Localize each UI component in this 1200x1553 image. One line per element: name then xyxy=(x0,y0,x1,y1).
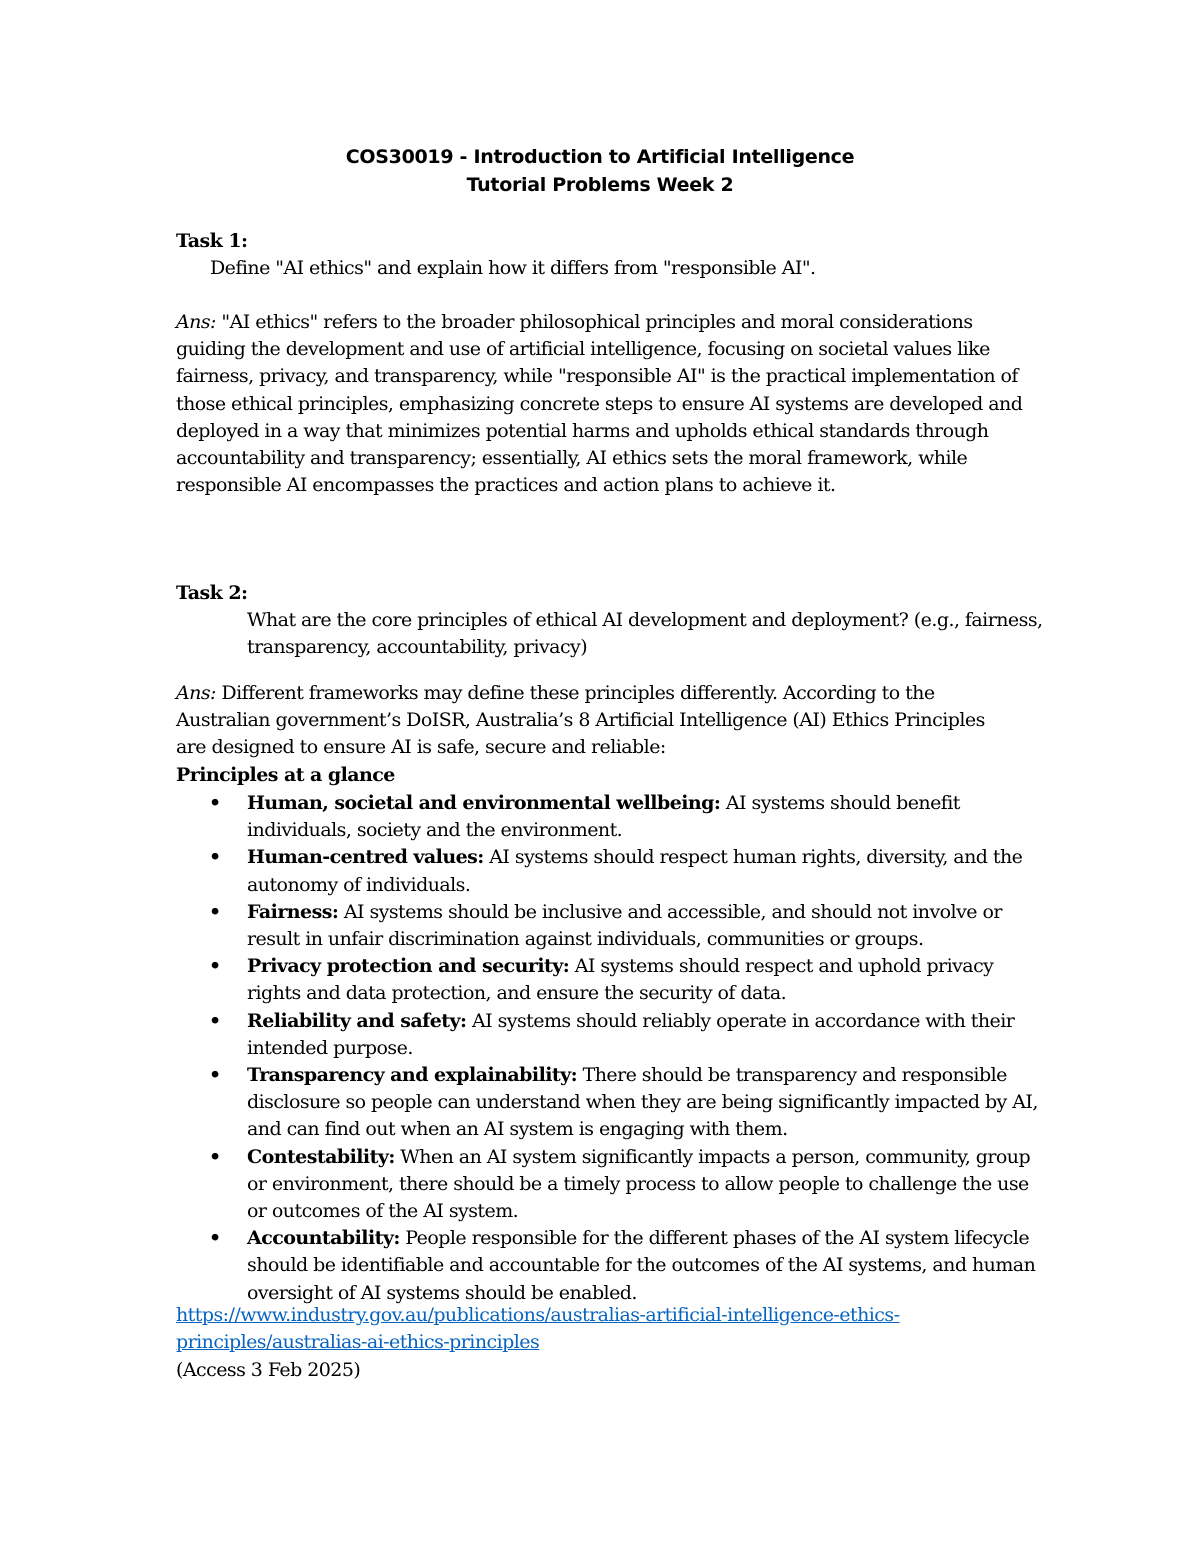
task2-answer-label: Ans: xyxy=(176,682,216,704)
principle-term: Human, societal and environmental wellbeing: xyxy=(247,792,721,814)
principle-term: Transparency and explainability: xyxy=(247,1064,578,1087)
task1-answer xyxy=(176,309,1046,499)
principle-term: Human-centred values: xyxy=(247,846,484,869)
principle-term: Accountability: xyxy=(247,1227,400,1250)
list-item xyxy=(176,844,1046,898)
bullet-icon: • xyxy=(209,1009,221,1032)
list-item xyxy=(176,953,1046,1007)
principles-heading: Principles at a glance xyxy=(176,764,395,786)
task2-answer xyxy=(176,680,1006,762)
principle-text: AI systems should respect human rights, diversity, and the autonomy of individuals. xyxy=(247,846,1023,896)
bullet-icon: • xyxy=(209,1227,221,1250)
principle-term: Privacy protection and security: xyxy=(247,955,570,978)
principle-text: When an AI system significantly impacts a person, community, group or environment, there should be a timely process to allow people to challenge the use or outcomes of the AI system. xyxy=(247,1145,1031,1223)
principle-text: AI systems should reliably operate in accordance with their intended purpose. xyxy=(247,1009,1015,1059)
bullet-icon: • xyxy=(209,1145,221,1168)
principle-term: Contestability: xyxy=(247,1145,395,1168)
list-item xyxy=(176,1225,1046,1307)
course-title: COS30019 - Introduction to Artificial Intelligence xyxy=(345,146,855,168)
bullet-icon: • xyxy=(209,955,221,978)
task1-answer-text: "AI ethics" refers to the broader philosophical principles and moral considerations guiding the development and use of artificial intelligence, focusing on societal values like fairness, privacy, and transparency, while "responsible AI" is the practical implementation of those ethical principles, emphasizing concrete steps to ensure AI systems are developed and deployed in a way that minimizes potential harms and upholds ethical standards through accountability and transparency; essentially, AI ethics sets the moral framework, while responsible AI encompasses the practices and action plans to achieve it. xyxy=(176,311,1023,497)
reference-link[interactable]: https://www.industry.gov.au/publications/australias-artificial-intelligence-ethics-principles/australias-ai-ethics-principles xyxy=(176,1304,900,1354)
bullet-icon: • xyxy=(209,792,221,814)
task2-question: What are the core principles of ethical AI development and deployment? (e.g., fairness, transparency, accountability, privacy) xyxy=(247,609,1043,659)
principle-term: Fairness: xyxy=(247,900,339,923)
task2-heading: Task 2: xyxy=(176,582,248,604)
bullet-icon: • xyxy=(209,846,221,869)
list-item xyxy=(176,1144,1046,1226)
task1-heading: Task 1: xyxy=(176,230,248,252)
list-item xyxy=(176,899,1046,953)
principle-text: AI systems should respect and uphold privacy rights and data protection, and ensure the security of data. xyxy=(247,955,994,1005)
task1-answer-label: Ans: xyxy=(176,311,216,333)
task2-answer-text: Different frameworks may define these principles differently. According to the Australian government’s DoISR, Australia’s 8 Artificial Intelligence (AI) Ethics Principles are designed to ensure AI is safe, secure and reliable: xyxy=(176,682,985,759)
bullet-icon: • xyxy=(209,900,221,923)
document-subtitle: Tutorial Problems Week 2 xyxy=(466,174,734,196)
principle-term: Reliability and safety: xyxy=(247,1009,467,1032)
list-item xyxy=(176,1062,1046,1144)
list-item xyxy=(176,1008,1046,1062)
bullet-icon: • xyxy=(209,1064,221,1087)
principles-list xyxy=(176,790,1046,1307)
principle-text: There should be transparency and responsible disclosure so people can understand when they are being significantly impacted by AI, and can find out when an AI system is engaging with them. xyxy=(247,1064,1038,1141)
access-date-note: (Access 3 Feb 2025) xyxy=(176,1359,361,1381)
principle-text: AI systems should benefit individuals, society and the environment. xyxy=(247,792,960,842)
task1-question: Define "AI ethics" and explain how it differs from "responsible AI". xyxy=(210,257,816,279)
principle-text: AI systems should be inclusive and accessible, and should not involve or result in unfair discrimination against individuals, communities or groups. xyxy=(247,900,1002,951)
list-item xyxy=(176,790,1046,844)
principle-text: People responsible for the different phases of the AI system lifecycle should be identifiable and accountable for the outcomes of the AI systems, and human oversight of AI systems should be enabled. xyxy=(247,1227,1036,1304)
